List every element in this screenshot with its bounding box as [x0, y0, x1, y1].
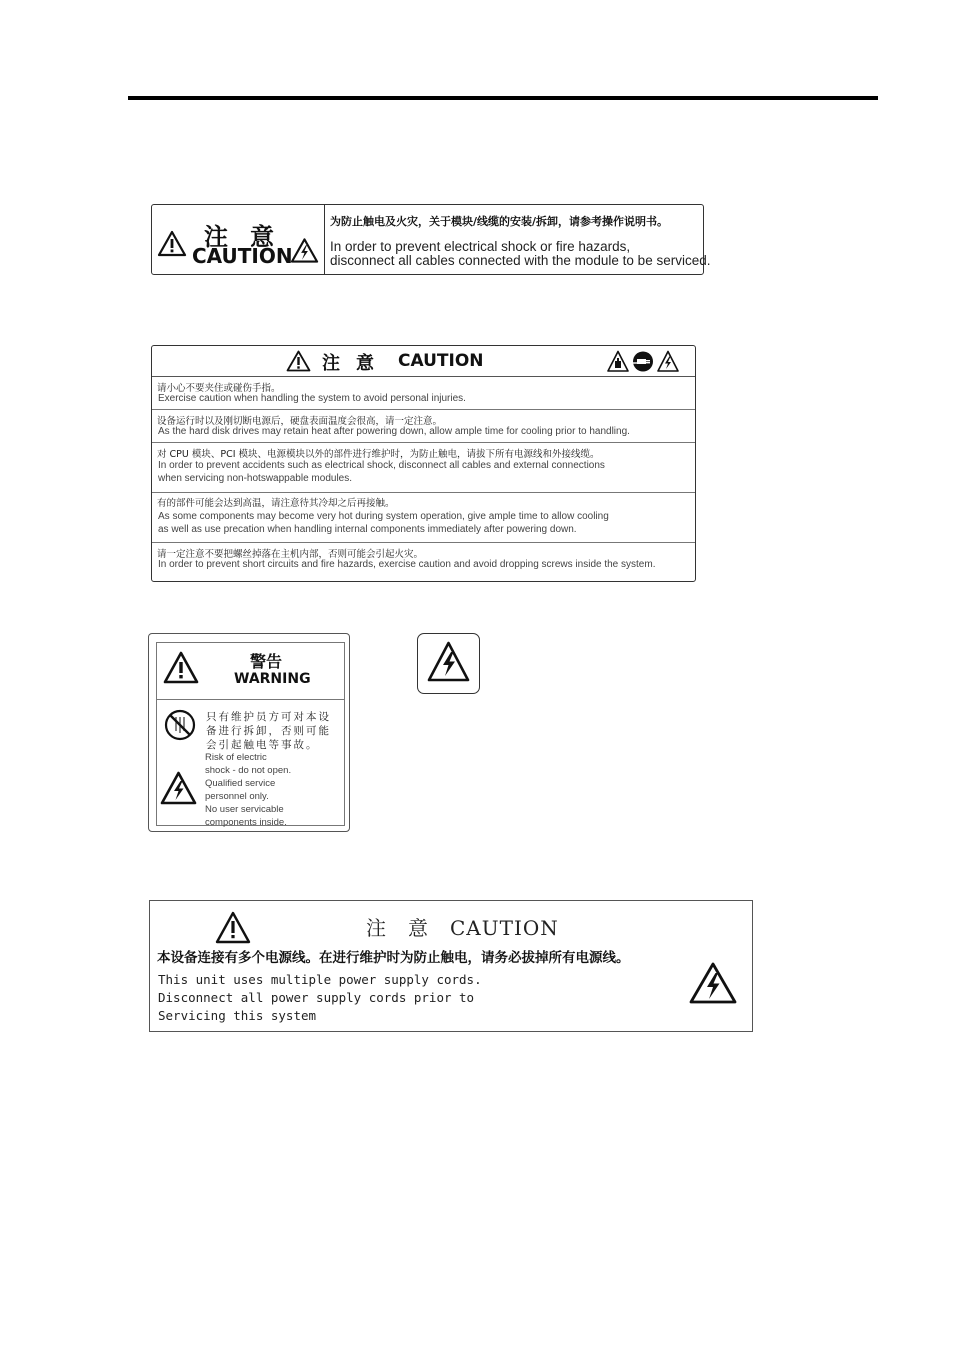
warning-label-do-not-open — [148, 633, 350, 832]
warning-text-en: personnel only. — [205, 791, 269, 802]
warning-triangle-icon — [286, 350, 311, 372]
caution-heading-cn: 注 意 — [366, 916, 429, 940]
caution-row-en: In order to prevent short circuits and fire hazards, exercise caution and avoid dropping screws inside the system. — [158, 559, 656, 570]
caution-text-cn: 为防止触电及火灾，关于模块/线缆的安装/拆卸，请参考操作说明书。 — [330, 215, 669, 228]
caution-label-text-panel — [330, 205, 711, 274]
warning-heading-en: WARNING — [234, 671, 311, 687]
caution-text-en: Disconnect all power supply cords prior to — [158, 990, 475, 1005]
unplug-icon — [633, 352, 653, 372]
caution-row-cn: 设备运行时以及刚切断电源后，硬盘表面温度会很高，请一定注意。 — [157, 416, 443, 427]
electric-shock-icon — [160, 771, 197, 806]
caution-heading-cn: 注意 — [204, 223, 296, 251]
caution-heading — [366, 912, 559, 941]
caution-row-cn: 对 CPU 模块、PCI 模块、电源模块以外的部件进行维护时，为防止触电，请拔下所有电源线和外接线缆。 — [157, 449, 600, 460]
header-rule — [128, 96, 878, 100]
caution-row-en: Exercise caution when handling the system to avoid personal injuries. — [158, 393, 466, 404]
caution-heading-en: CAUTION — [450, 916, 559, 940]
caution-text-cn: 本设备连接有多个电源线。在进行维护时为防止触电，请务必拔掉所有电源线。 — [157, 950, 630, 966]
caution-text-en: This unit uses multiple power supply cords. — [158, 972, 482, 987]
caution-row-cn: 请小心不要夹住或碰伤手指。 — [157, 383, 281, 394]
caution-row-cn: 有的部件可能会达到高温，请注意待其冷却之后再接触。 — [157, 498, 395, 509]
caution-heading-cn: 注意 — [322, 353, 390, 374]
caution-text-en-line2: disconnect all cables connected with the module to be serviced. — [330, 253, 711, 268]
caution-row-en: as well as use precation when handling internal components immediately after powering down. — [158, 524, 577, 535]
caution-row-en: As some components may become very hot during system operation, give ample time to allow cooling — [158, 511, 609, 522]
electric-shock-icon — [290, 237, 319, 264]
warning-label-inner — [156, 642, 345, 826]
warning-text-en: Qualified service — [205, 778, 276, 789]
caution-heading-en: CAUTION — [192, 244, 293, 268]
electric-shock-icon — [426, 640, 471, 685]
caution-text-en: Servicing this system — [158, 1008, 317, 1023]
hand-warning-icon — [608, 352, 628, 372]
caution-row — [152, 442, 695, 493]
warning-text-en: Risk of electric — [205, 752, 267, 763]
caution-row-en: As the hard disk drives may retain heat after powering down, allow ample time for cooling prior to handling. — [158, 426, 630, 437]
warning-text-en: components inside. — [205, 817, 287, 828]
caution-row — [152, 376, 695, 410]
no-disassembly-icon — [164, 709, 196, 741]
caution-row — [152, 542, 695, 582]
caution-row — [152, 409, 695, 443]
warning-text-cn: 会引起触电等事故。 — [206, 739, 319, 751]
electric-shock-icon — [688, 961, 738, 1005]
warning-text-cn: 只有维护员方可对本设 — [206, 711, 331, 723]
warning-triangle-icon — [215, 911, 251, 944]
caution-row — [152, 492, 695, 543]
caution-label-handling — [151, 345, 696, 582]
warning-triangle-icon — [163, 651, 199, 685]
caution-label-power-cords — [149, 900, 753, 1032]
caution-label-heading-panel — [152, 205, 325, 274]
caution-heading-en: CAUTION — [398, 351, 484, 371]
caution-label-header — [152, 346, 695, 377]
caution-row-en: when servicing non-hotswappable modules. — [158, 473, 353, 484]
electric-shock-symbol-label — [417, 633, 480, 694]
caution-row-en: In order to prevent accidents such as electrical shock, disconnect all cables and external connections — [158, 460, 605, 471]
caution-text-en-line1: In order to prevent electrical shock or fire hazards, — [330, 239, 631, 254]
warning-text-cn: 备进行拆卸，否则可能 — [206, 725, 331, 737]
warning-label-header — [157, 643, 344, 700]
caution-row-cn: 请一定注意不要把螺丝掉落在主机内部，否则可能会引起火灾。 — [157, 549, 424, 560]
warning-heading-cn: 警告 — [250, 652, 283, 671]
warning-text-en: shock - do not open. — [205, 765, 292, 776]
caution-label-module-cables — [151, 204, 711, 275]
warning-text-en: No user servicable — [205, 804, 284, 815]
warning-triangle-icon — [157, 230, 187, 257]
electric-shock-icon — [658, 352, 678, 372]
header-icons-group — [607, 350, 680, 373]
